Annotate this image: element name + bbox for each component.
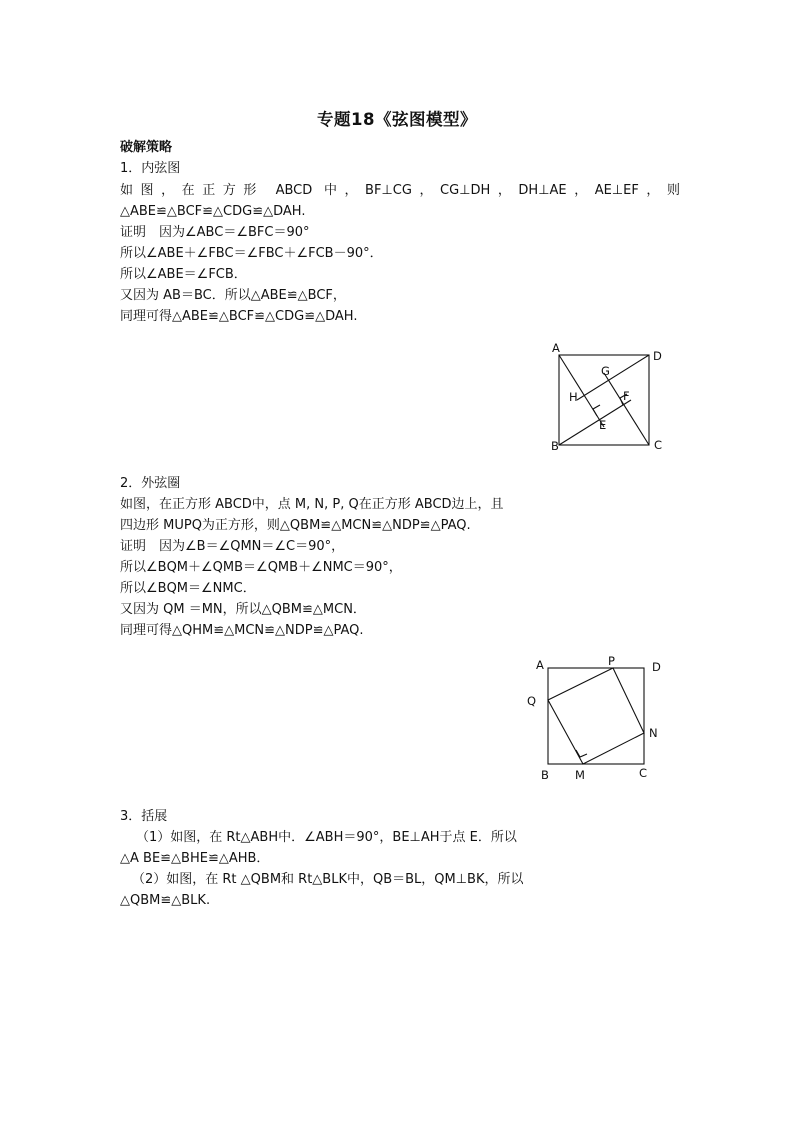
fig2-label-P: P — [608, 654, 615, 668]
page-title: 专题18《弦图模型》 — [317, 110, 477, 129]
s1-line-5: 所以∠ABE＝∠FCB． — [120, 267, 247, 282]
s2-line-7: 同理可得△QHM≌△MCN≌△NDP≌△PAQ. — [120, 623, 364, 638]
fig1-label-A: A — [552, 341, 560, 355]
s2-line-3: 证明 因为∠B＝∠QMN＝∠C＝90°， — [120, 539, 345, 554]
fig1-label-F: F — [623, 389, 630, 403]
fig1-line-BF — [559, 400, 631, 445]
fig2-right-angle-M — [576, 750, 587, 757]
s1-line-7: 同理可得△ABE≌△BCF≌△CDG≌△DAH. — [120, 309, 358, 324]
s3-heading: 3．括展 — [120, 809, 168, 824]
s1-line-3: 证明 因为∠ABC＝∠BFC＝90° — [120, 225, 310, 240]
fig1-right-angle-E — [593, 405, 600, 416]
fig2-label-N: N — [649, 726, 658, 740]
fig1-label-D: D — [653, 349, 662, 363]
fig2-label-A: A — [536, 658, 544, 672]
fig1-line-CG — [604, 373, 649, 445]
s3-line-1: （1）如图，在 Rt△ABH中．∠ABH＝90°，BE⊥AH于点 E．所以 — [136, 830, 517, 845]
fig1-line-DH — [577, 355, 649, 400]
section-heading: 破解策略 — [120, 140, 173, 155]
fig1-label-B: B — [551, 439, 559, 453]
s1-line-2: △ABE≌△BCF≌△CDG≌△DAH. — [120, 204, 306, 219]
outer-chord-figure — [524, 654, 669, 786]
s1-line-6: 又因为 AB＝BC．所以△ABE≌△BCF， — [120, 288, 346, 303]
s1-heading: 1．内弦图 — [120, 161, 181, 176]
s2-line-5: 所以∠BQM＝∠NMC． — [120, 581, 256, 596]
s2-line-4: 所以∠BQM＋∠QMB＝∠QMB＋∠NMC＝90°， — [120, 560, 402, 575]
fig2-label-M: M — [575, 768, 585, 782]
fig1-label-C: C — [654, 438, 663, 452]
s3-line-3: （2）如图，在 Rt △QBM和 Rt△BLK中，QB＝BL，QM⊥BK，所以 — [132, 872, 524, 887]
fig2-square — [548, 668, 644, 764]
fig2-label-B: B — [541, 768, 549, 782]
s2-line-2: 四边形 MUPQ为正方形，则△QBM≌△MCN≌△NDP≌△PAQ. — [120, 518, 471, 533]
fig1-label-G: G — [601, 364, 610, 378]
fig1-label-E: E — [599, 418, 607, 432]
fig1-label-H: H — [569, 390, 578, 404]
inner-chord-figure — [548, 340, 668, 455]
s1-line-1: 如图，在正方形 ABCD 中，BF⊥CG，CG⊥DH，DH⊥AE，AE⊥EF，则 — [120, 183, 680, 198]
s2-heading: 2．外弦圈 — [120, 476, 181, 491]
s1-line-4: 所以∠ABE＋∠FBC＝∠FBC＋∠FCB－90°． — [120, 246, 383, 261]
fig2-label-D: D — [652, 660, 661, 674]
s3-line-4: △QBM≌△BLK. — [120, 893, 211, 908]
fig2-label-Q: Q — [527, 694, 537, 708]
s2-line-1: 如图，在正方形 ABCD中，点 M, N, P, Q在正方形 ABCD边上，且 — [120, 497, 504, 512]
fig2-inner-square — [548, 668, 644, 764]
fig1-line-AE — [559, 355, 604, 427]
s3-line-2: △A BE≌△BHE≌△AHB． — [120, 851, 270, 866]
s2-line-6: 又因为 QM ＝MN，所以△QBM≌△MCN． — [120, 602, 366, 617]
fig2-label-C: C — [639, 766, 648, 780]
